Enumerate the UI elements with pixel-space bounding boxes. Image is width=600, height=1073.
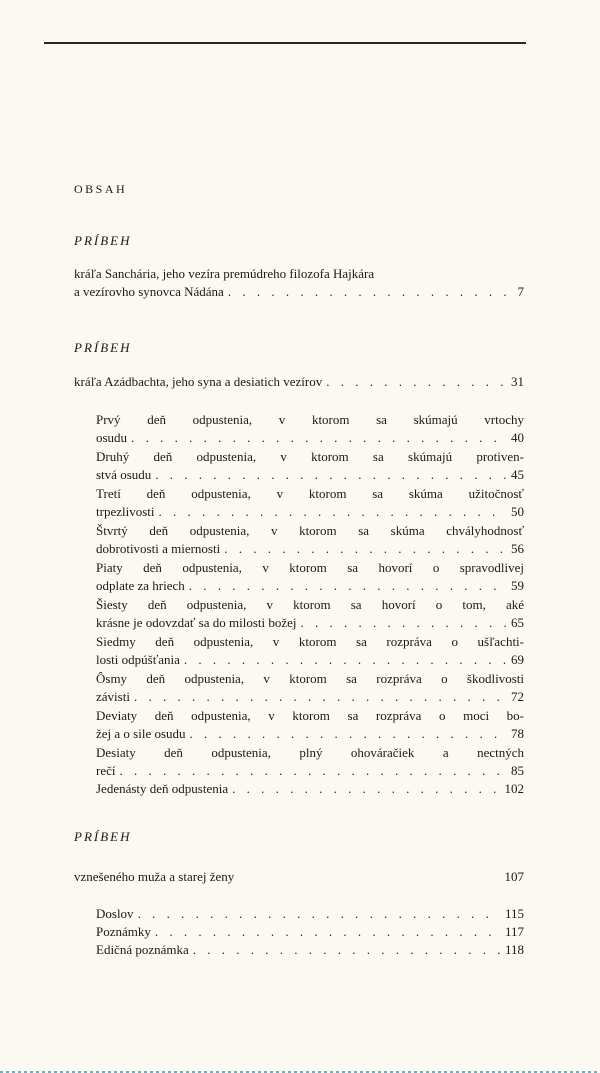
entry-line: kráľa Sanchária, jeho vezíra premúdreho filozofa Hajkára xyxy=(74,266,375,281)
entry-title: stvá osudu xyxy=(96,467,152,482)
leader-dots xyxy=(119,762,507,780)
leader-dots xyxy=(193,941,501,959)
entry-line: Deviaty deň odpustenia, v ktorom sa rozpráva o moci bo- xyxy=(96,708,524,723)
page-number: 117 xyxy=(504,924,524,939)
page-number: 59 xyxy=(511,578,524,593)
leader-dots xyxy=(131,429,507,447)
entry-title: vznešeného muža a starej ženy xyxy=(74,869,235,884)
page-number: 65 xyxy=(511,615,524,630)
leader-dots xyxy=(228,283,514,301)
entry-title: závisti xyxy=(96,689,130,704)
entry-line: Prvý deň odpustenia, v ktorom sa skúmajú vrtochy xyxy=(96,412,524,427)
leader-dots xyxy=(301,614,507,632)
page-number: 115 xyxy=(504,906,524,921)
entry-title: Jedenásty deň odpustenia xyxy=(96,781,229,796)
entry-line: Siedmy deň odpustenia, v ktorom sa rozpráva o ušľachti- xyxy=(96,634,524,649)
toc-entry[interactable] xyxy=(96,744,524,780)
page-heading: OBSAH xyxy=(74,182,128,196)
leader-dots xyxy=(326,373,507,391)
toc-entry[interactable] xyxy=(96,780,524,798)
toc-entry[interactable] xyxy=(74,265,524,301)
toc-entry[interactable] xyxy=(96,633,524,669)
section-label-1: PRÍBEH xyxy=(74,233,132,248)
entry-title: rečí xyxy=(96,763,116,778)
page-number: 69 xyxy=(511,652,524,667)
entry-line: Ôsmy deň odpustenia, v ktorom sa rozpráva o škodlivosti xyxy=(96,671,524,686)
page-number: 45 xyxy=(511,467,524,482)
entry-title: Doslov xyxy=(96,906,134,921)
entry-line: Tretí deň odpustenia, v ktorom sa skúma užitočnosť xyxy=(96,486,524,501)
page-number: 31 xyxy=(511,374,524,389)
entry-title: odplate za hriech xyxy=(96,578,185,593)
toc-entry[interactable] xyxy=(96,522,524,558)
top-rule xyxy=(44,42,526,44)
page-number: 118 xyxy=(504,942,524,957)
leader-dots xyxy=(155,923,501,941)
leader-dots xyxy=(134,688,507,706)
toc-entry[interactable] xyxy=(96,559,524,595)
toc-entry[interactable] xyxy=(96,411,524,447)
entry-title: žej a o sile osudu xyxy=(96,726,186,741)
page-number: 7 xyxy=(517,284,524,299)
entry-title: krásne je odovzdať sa do milosti božej xyxy=(96,615,297,630)
leader-dots xyxy=(232,780,500,798)
page-number: 107 xyxy=(504,869,524,884)
entry-title: dobrotivosti a miernosti xyxy=(96,541,221,556)
page-number: 78 xyxy=(511,726,524,741)
leader-dots xyxy=(155,466,507,484)
page-number: 102 xyxy=(504,781,524,796)
toc-entry[interactable] xyxy=(96,485,524,521)
page-number: 40 xyxy=(511,430,524,445)
entry-title: losti odpúšťania xyxy=(96,652,180,667)
leader-dots xyxy=(184,651,507,669)
entry-title: Poznámky xyxy=(96,924,151,939)
page-number: 56 xyxy=(511,541,524,556)
entry-title: Edičná poznámka xyxy=(96,942,189,957)
page-number: 50 xyxy=(511,504,524,519)
entry-line: Piaty deň odpustenia, v ktorom sa hovorí o spravodlivej xyxy=(96,560,524,575)
toc-entry[interactable] xyxy=(96,448,524,484)
section-label-3: PRÍBEH xyxy=(74,829,132,844)
entry-title: osudu xyxy=(96,430,128,445)
leader-dots xyxy=(189,577,507,595)
entry-line: Šiesty deň odpustenia, v ktorom sa hovorí o tom, aké xyxy=(96,597,524,612)
toc-entry-editorial-note[interactable] xyxy=(96,941,524,959)
toc-entry[interactable] xyxy=(74,868,524,886)
leader-dots xyxy=(138,905,501,923)
page-number: 72 xyxy=(511,689,524,704)
section-label-2: PRÍBEH xyxy=(74,340,132,355)
toc-entry-notes[interactable] xyxy=(96,923,524,941)
leader-dots xyxy=(224,540,507,558)
entry-line: Desiaty deň odpustenia, plný ohováračiek a nectných xyxy=(96,745,524,760)
entry-title: trpezlivosti xyxy=(96,504,155,519)
toc-entry[interactable] xyxy=(96,596,524,632)
entry-line: Druhý deň odpustenia, v ktorom sa skúmajú protiven- xyxy=(96,449,524,464)
toc-entry-afterword[interactable] xyxy=(96,905,524,923)
leader-dots xyxy=(190,725,507,743)
toc-entry[interactable] xyxy=(74,373,524,391)
entry-line: Štvrtý deň odpustenia, v ktorom sa skúma chvályhodnosť xyxy=(96,523,524,538)
leader-dots xyxy=(159,503,508,521)
toc-entry[interactable] xyxy=(96,707,524,743)
page-number: 85 xyxy=(511,763,524,778)
entry-title: a vezírovho synovca Nádána xyxy=(74,284,224,299)
toc-entry[interactable] xyxy=(96,670,524,706)
entry-title: kráľa Azádbachta, jeho syna a desiatich vezírov xyxy=(74,374,323,389)
